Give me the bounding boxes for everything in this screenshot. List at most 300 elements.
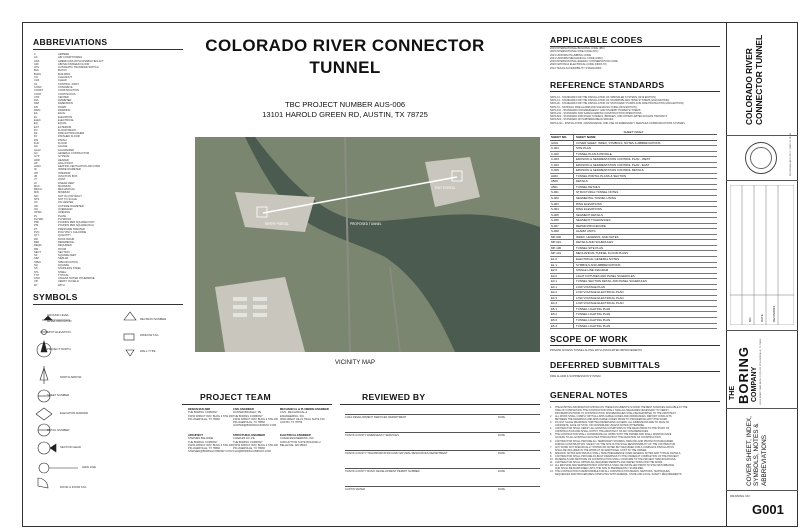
sheet-name-cell: LOW VOLTAGE ELECTRICAL PLAN (576, 290, 624, 295)
abbreviation-meaning: VERIFY IN FIELD (58, 280, 79, 284)
reference-standards-heading: REFERENCE STANDARDS (550, 80, 665, 90)
team-line: PFLUGERVILLE, TX 78660 (233, 447, 265, 451)
applicable-codes-list (550, 47, 618, 70)
sheet-number-cell: MP-000 (550, 235, 574, 240)
sheet-number-cell: E1.0 (550, 257, 574, 262)
team-architect (188, 434, 233, 454)
sheet-number-cell: E3.1 (550, 279, 574, 284)
sheet-name-cell: TUNNEL SECTION DETAIL AND PANEL SCHEDULES (576, 279, 647, 284)
abbreviation-meaning: INSIDE DIAMETER (58, 168, 81, 172)
symbol-door-tag: DOOR & DOOR TAG (60, 485, 87, 489)
abbreviation-code: PVC (34, 231, 40, 235)
abbreviations-meanings (58, 53, 104, 287)
code-item: 2015 INTERNATIONAL BUILDING CODE (IBC) (550, 47, 605, 50)
general-note-text: TIME OF COMPLETION. THE CONTRACTOR SHALL TAKE ALL MEASURES NECESSARY TO VERIFY (555, 409, 670, 413)
sheet-number-cell: S-003 (550, 202, 574, 207)
sheet-number-cell: E4.4 (550, 301, 574, 306)
abbreviation-meaning: POUNDS PER SQUARE INCH (58, 224, 94, 228)
general-note-text: SEQUENCES AND PROCEDURES COMPLYING WITH FEDERAL, STATE AND LOCAL SAFETY REQUIREMENTS. (555, 473, 683, 477)
scope-of-work-rule (550, 345, 720, 346)
abbreviation-meaning: PRESSURE TREATED (58, 227, 85, 231)
team-role: STRUCTURAL ENGINEER (233, 434, 265, 437)
title-block-divider (726, 330, 798, 331)
reviewer-4-date: DATE (498, 470, 505, 473)
reference-standard-item: NFPA 20 - STANDARD FOR THE INSTALLATION OF STATIONARY PUMPS FOR FIRE PROTECTION (2019 EDITION) (550, 102, 684, 106)
abbreviation-code: REF (34, 240, 40, 244)
team-line: AUSTIN, TX 78759 (280, 421, 303, 425)
sheet-name-cell: REPAIR PROCEDURE (576, 223, 606, 228)
reference-standard-item: NFPA 502 - STANDARD FOR ROAD TUNNELS, BRIDGES, AND OTHER LIMITED ACCESS HIGHWAYS (550, 115, 668, 119)
general-note-text: CONSTRUCTION AND SHALL NOTIFY THE ARCHITECT OF ANY DISCREPANCIES. (555, 430, 649, 434)
rev-header-no: NO. (748, 316, 752, 322)
abbreviation-meaning: AMERICANS WITH DISABILITIES ACT (58, 59, 104, 63)
sheet-name-cell: RING ELEVATIONS (576, 201, 602, 206)
abbreviation-code: OC (34, 201, 38, 205)
abbreviation-meaning: REFERENCE (58, 240, 74, 244)
abbreviation-code: SQ (34, 264, 38, 267)
abbreviation-meaning: OPENING (58, 211, 70, 215)
abbreviation-code: PSF (34, 221, 40, 225)
revision-grid (730, 185, 794, 325)
symbol-elevation-marker: ELEVATION MARKER (60, 411, 89, 415)
abbreviation-code: ELEC (34, 118, 41, 122)
review-signature-line (345, 414, 540, 415)
sheet-title: COVER SHEET, INDEX, SYMBOLS, NOTES & ABBREVIATIONS (746, 416, 768, 486)
team-electrical-engineer (280, 434, 321, 447)
team-line: HUNTER BRADLEY, PE (233, 411, 262, 415)
abbreviation-meaning: ROOM (58, 247, 67, 251)
rev-header-revisions: REVISIONS (772, 305, 776, 322)
symbol-window-tag: WINDOW TAG (140, 333, 159, 337)
abbreviation-meaning: FLOOR (58, 142, 67, 146)
abbreviation-meaning: FINISHED FLOOR (58, 135, 80, 139)
abbreviation-meaning: CENTER (58, 95, 69, 99)
abbreviation-meaning: CLEAR (58, 79, 67, 83)
abbreviation-meaning: DIMENSION (58, 102, 73, 106)
abbreviation-code: QTY (34, 234, 40, 238)
symbols-legend-graphics (30, 308, 190, 498)
abbreviations-heading: ABBREVIATIONS (33, 37, 108, 47)
sheet-number-cell: S-008 (550, 229, 574, 234)
abbreviation-code: GC (34, 151, 38, 155)
sheet-name-cell: ALARM UNITS (576, 229, 596, 234)
project-team-heading: PROJECT TEAM (200, 392, 271, 402)
abbreviation-meaning: QUANTITY (58, 234, 72, 238)
abbreviation-code: NIC (34, 194, 39, 198)
general-notes-list (550, 406, 718, 476)
deferred-submittals-rule (550, 371, 720, 372)
symbols-rule (33, 304, 183, 305)
sheet-number-cell: E5.1 (550, 307, 574, 312)
sheet-index-title: SHEET INDEX (550, 129, 717, 135)
team-line: 15150 IMPACT WAY, BLDG 2 STE 200 (188, 414, 233, 418)
reference-standard-item: NFPA 110 - STANDARD FOR EMERGENCY AND STANDBY POWER SYSTEMS (550, 108, 641, 112)
abbreviation-code: MIN (34, 191, 39, 195)
vicinity-map-caption: VICINITY MAP (335, 360, 375, 366)
sheet-number-cell: A501 (550, 185, 574, 190)
scope-of-work-heading: SCOPE OF WORK (550, 334, 628, 344)
general-note-text: CONTRACTOR SHALL OBTAIN ALL REQUIRED PERMITS AND INSPECTIONS FOR THE WORK. (555, 460, 664, 464)
abbreviation-meaning: HEATING VENTILATION AIR COND (58, 165, 101, 169)
abbreviation-code: INT (34, 171, 39, 175)
abbreviation-code: CONT (34, 92, 42, 96)
abbreviation-code: AC (34, 56, 38, 60)
general-note-number: 11. (550, 460, 554, 464)
seal-text: REGISTERED ARCHITECT · STATE OF TEXAS (790, 132, 792, 176)
abbreviation-meaning: MINIMUM (58, 191, 70, 195)
abbreviation-meaning: SECTION (58, 250, 70, 254)
general-note-text: THE CONTRACTOR SHALL COORDINATE ALL WORK WITH THE OWNER AND SHALL MAINTAIN SAFE (555, 433, 672, 437)
abbreviation-meaning: ON CENTER (58, 201, 74, 205)
symbol-wall-type: WALL TYPE (140, 349, 156, 353)
abbreviation-meaning: ELEVATION (58, 115, 73, 119)
abbreviation-meaning: BLOCK (58, 69, 67, 73)
abbreviation-code: A (34, 53, 36, 56)
team-role: DESIGN BUILDER (188, 408, 211, 411)
abbreviation-code: SF (34, 254, 38, 258)
abbreviation-code: BLK (34, 69, 39, 73)
sheet-name-cell: INDEX, LEGENDS, AND NOTES (576, 234, 619, 239)
general-note-line (550, 473, 718, 476)
drawing-number-label: DRAWING NO: (730, 494, 751, 498)
sheet-name-cell: TUNNEL LIGHTING PLAN (576, 312, 611, 317)
reference-standard-item: NFPA 13 - STANDARD FOR THE INSTALLATION OF SPRINKLER SYSTEMS (2019 EDITION) (550, 96, 656, 99)
company-name-boring: BORING (736, 346, 751, 404)
general-note-text: ANY WORK NOT SPECIFICALLY SHOWN OR NOTED BUT REQUIRED FOR A COMPLETE INSTALLATION (555, 445, 674, 449)
sheet-name-cell: SITE PLAN (576, 146, 591, 151)
sheet-name-cell: TUNNEL LIGHTING PLAN (576, 323, 611, 328)
sheet-name-cell: SEGMENT DETAILS (576, 212, 603, 217)
general-note-number: 12. (550, 463, 554, 467)
team-line: THE BORING COMPANY (233, 414, 263, 418)
sheet-name-cell: ELECTRICAL GENERAL NOTES (576, 256, 619, 261)
general-note-number: 4. (550, 427, 553, 431)
sheet-index-col-no: SHEET NO. (550, 135, 574, 140)
sheet-name-cell: TUNNEL PORTAL PLANS & SECTION (576, 173, 627, 178)
abbreviation-code: BLDG (34, 72, 42, 76)
symbol-spot-elevation: SPOT ELEVATION (47, 330, 71, 334)
abbreviation-code: DWG (34, 109, 41, 113)
title-block-project-name: COLORADO RIVER CONNECTOR TUNNEL (744, 34, 764, 125)
abbreviation-code: SECT (34, 250, 41, 254)
abbreviation-code: DIA (34, 99, 39, 103)
team-line: 9600 GREAT HILLS TRAIL SUITE 150 (280, 417, 325, 421)
sheet-number-cell: S-002 (550, 196, 574, 201)
symbol-ground-level: GROUND LEVEL (47, 313, 69, 317)
symbol-section-head: SECTION HEAD (60, 445, 81, 449)
abbreviation-code: JB (34, 174, 38, 178)
team-role: ARCHITECT (188, 434, 203, 437)
title-block-divider (726, 180, 798, 181)
abbreviation-meaning: DOWN (58, 105, 67, 109)
reference-standard-item: NFPA 241 - STANDARD FOR SAFEGUARDING CONSTRUCTION OPERATIONS (550, 112, 642, 116)
abbreviation-code: OD (34, 204, 38, 208)
abbreviation-meaning: EQUAL (58, 122, 67, 126)
abbreviation-meaning: AUTOMATIC TRANSFER SWITCH (58, 66, 99, 70)
abbreviation-meaning: UNLESS NOTED OTHERWISE (58, 277, 95, 281)
team-line: 15150 IMPACT WAY, BLDG 2 STE 200 (233, 417, 278, 421)
symbols-heading: SYMBOLS (33, 292, 78, 302)
team-line: PFLUGERVILLE, TX 78660 (188, 447, 220, 451)
sheet-name-cell: LOW VOLTAGE ELECTRICAL PLAN (576, 295, 624, 300)
team-line: CHU@BORINGCOMPANY.COM (233, 450, 271, 454)
review-signature-line (345, 468, 540, 469)
symbol-level-indicator: LEVEL INDICATOR (47, 319, 72, 323)
sheet-number-cell: MP-100 (550, 246, 574, 251)
abbreviation-meaning: POLYVINYL CHLORIDE (58, 231, 87, 235)
abbreviation-meaning: OVERHEAD (58, 207, 73, 211)
abbreviation-meaning: CONTROL JOINT (58, 82, 79, 86)
abbreviation-code: MECH (34, 188, 42, 192)
general-note-text: CONCRETE, FACE OF STUD, OR CENTERLINE UNLESS NOTED OTHERWISE. (555, 424, 645, 428)
abbreviation-code: GA (34, 145, 38, 149)
abbreviation-meaning: EXTERIOR (58, 125, 72, 129)
sheet-index-rows (550, 141, 717, 330)
sheet-number-cell: S-004 (550, 207, 574, 212)
sheet-number-cell: C-005 (550, 168, 574, 173)
abbreviation-code: ATS (34, 66, 39, 70)
abbreviation-meaning: FLOOR DRAIN (58, 128, 76, 132)
team-line: PFLUGERVILLE, TX 78660 (233, 421, 265, 425)
team-line: THE BORING COMPANY (188, 440, 218, 444)
abbreviation-meaning: SQUARE (58, 264, 69, 267)
reviewer-1-date: DATE (498, 416, 505, 419)
general-note-text: SPECIFIC NOTES AND DETAILS SHALL TAKE PRECEDENCE OVER GENERAL NOTES AND TYPICAL DETAILS. (555, 451, 682, 455)
project-title-line2: TUNNEL (309, 58, 381, 77)
project-title (195, 35, 495, 79)
sheet-number-cell: S-005 (550, 213, 574, 218)
abbreviation-code: RM (34, 247, 39, 251)
abbreviation-code: STL (34, 270, 39, 274)
sheet-number-cell: A500 (550, 179, 574, 184)
abbreviation-meaning: GYPSUM (58, 155, 70, 159)
abbreviation-meaning: NOT TO SCALE (58, 198, 77, 202)
code-item: 2015 INTERNATIONAL FIRE CODE (IFC) (550, 50, 599, 54)
abbreviation-meaning: LINEAR FEET (58, 181, 75, 185)
abbreviation-code: UNO (34, 277, 40, 281)
general-note-number: 6. (550, 439, 553, 443)
sheet-index-table (550, 129, 717, 329)
abbreviation-code: EQ (34, 122, 38, 126)
sheet-name-cell: TUNNEL LIGHTING PLAN (576, 306, 611, 311)
abbreviation-meaning: DRAWING (58, 109, 71, 113)
abbreviation-code: MAX (34, 184, 40, 188)
code-item: 2015 INTERNATIONAL ENERGY CONSERVATION CODE (550, 60, 618, 64)
reference-standard-item: NFPA 520 - STANDARD ON SUBTERRANEAN SPACES (550, 118, 614, 122)
sheet-name-cell: TUNNEL PLAN & PROFILE (576, 151, 612, 156)
abbreviation-meaning: INTERIOR (58, 171, 71, 175)
abbreviation-meaning: ROOF DRAIN (58, 237, 75, 241)
sheet-name-cell: DETAILS AND SCHEDULES (576, 240, 614, 245)
reviewer-5-date: DATE (498, 488, 505, 491)
abbreviation-code: ID (34, 168, 37, 172)
team-line: BELLEVUE, WA 98004 (280, 443, 307, 447)
reviewer-2: TRAVIS COUNTY EMERGENCY SERVICES (345, 434, 399, 437)
symbol-revision-number: REVISION NUMBER (140, 317, 167, 321)
sheet-number-cell: S-006 (550, 218, 574, 223)
abbreviation-code: CONC (34, 85, 42, 89)
abbreviation-meaning: SQUARE FEET (58, 254, 77, 258)
general-note-text: THE EXISTING INFORMATION SHOWN ON THESE DOCUMENTS IS FROM THE BEST SOURCES AVAILABLE AT THE (555, 406, 688, 409)
sheet-number-cell: C-002 (550, 152, 574, 157)
applicable-codes-heading: APPLICABLE CODES (550, 35, 643, 45)
company-address: 15150 IMPACT WAY, BLDG 2 STE 200, PFLUGERVILLE, TX 78660 (760, 338, 762, 405)
sheet-number-cell: MP-001 (550, 240, 574, 245)
sheet-number-cell: E4.1 (550, 285, 574, 290)
reference-standards-rule (550, 91, 720, 92)
abbreviation-meaning: POUNDS PER SQUARE FOOT (58, 221, 95, 225)
abbreviation-meaning: SPECIFICATION (58, 260, 78, 264)
team-line: STEPHEN@BORINGCOMPANY.COM (188, 450, 233, 454)
sheet-number-cell: E5.2 (550, 312, 574, 317)
reviewer-4: TRAVIS COUNTY BASIC DEVELOPMENT PERMIT NUMBER (345, 470, 420, 473)
reviewed-by-rule (340, 404, 540, 405)
abbreviation-code: TYP (34, 273, 40, 277)
abbreviation-meaning: OUTSIDE DIAMETER (58, 204, 84, 208)
sheet-name-cell: LOW VOLTAGE ELECTRICAL PLAN (576, 301, 624, 306)
abbreviation-code: SS (34, 267, 38, 271)
abbreviation-meaning: HIGH POINT (58, 161, 74, 165)
abbreviation-code: HVAC (34, 165, 42, 169)
abbreviation-code: OH (34, 207, 38, 211)
general-note-number: 7. (550, 445, 553, 449)
code-item: 2012 TEXAS ACCESSIBILITY STANDARDS (550, 66, 602, 70)
abbreviation-code: W/ (34, 283, 38, 287)
map-label-entry: ENTRY PORTAL (265, 222, 290, 226)
sheet-name-cell: TUNNEL SITE PLAN (576, 245, 604, 250)
map-label-tunnel: PROPOSED TUNNEL (350, 222, 382, 226)
abbreviation-code: JT (34, 178, 37, 182)
sheet-number-cell: E4.3 (550, 296, 574, 301)
abbreviation-code: PT (34, 227, 38, 231)
reviewer-2-date: DATE (498, 434, 505, 437)
abbreviation-meaning: STAINLESS STEEL (58, 267, 82, 271)
sheet-number-cell: E5.4 (550, 324, 574, 329)
sheet-name-cell: LOW VOLTAGE PLAN (576, 284, 605, 289)
general-notes-rule (550, 401, 720, 402)
sheet-number-cell: MP-101 (550, 251, 574, 256)
vicinity-map (195, 137, 540, 352)
review-signature-line (345, 432, 540, 433)
abbreviation-meaning: BUILDING (58, 72, 71, 76)
abbreviation-meaning: STEEL (58, 270, 67, 274)
abbreviation-code: ADA (34, 59, 40, 63)
abbreviation-meaning: PLYWOOD (58, 217, 72, 221)
title-block-divider (726, 408, 798, 409)
team-role: CIVIL ENGINEER (233, 408, 254, 411)
abbreviation-meaning: WITH (58, 283, 65, 287)
reference-standard-item: NFPA 1221 - INSTALLATION, MAINTENANCE, AND USE OF EMERGENCY SERVICES COMMUNICATIONS SYSTEMS (550, 121, 685, 125)
reference-standard-item: NFPA 72 - NATIONAL FIRE ALARM AND SIGNALING CODE (2019 EDITION) (550, 105, 637, 109)
abbreviation-code: RD (34, 237, 38, 241)
abbreviation-code: HDR (34, 158, 40, 162)
abbreviation-code: REQD (34, 244, 42, 248)
title-block-divider (726, 135, 798, 136)
abbreviations-codes (34, 53, 43, 287)
general-note-number: 2. (550, 415, 553, 419)
general-note-text: MATERIALS AND METHODS OF CONSTRUCTION SHALL CONFORM TO THE PROJECT SPECIFICATIONS. (555, 457, 677, 461)
abbreviation-meaning: REQUIRED (58, 244, 72, 248)
review-signature-line (345, 486, 540, 487)
abbreviation-code: GALV (34, 148, 41, 152)
team-design-builder (188, 408, 233, 421)
deferred-submittals-text: FIRE ALARM & SUPPRESSION SYSTEM (550, 375, 601, 378)
team-line: THE BORING COMPANY (188, 411, 218, 415)
abbreviation-meaning: GALVANIZED (58, 148, 75, 152)
general-note-number: 3. (550, 421, 553, 425)
abbreviation-code: FLR (34, 142, 39, 146)
sheet-number-cell: E5.3 (550, 318, 574, 323)
general-note-text: ALL EROSION AND SEDIMENTATION CONTROLS SHALL BE INSTALLED PRIOR TO SITE DISTURBANCE (555, 463, 675, 467)
abbreviation-meaning: CLEANOUT (58, 76, 73, 80)
team-line: ENGINEERING, INC. (280, 414, 305, 418)
sheet-name-cell: LIGHT FIXTURES AND PANEL SCHEDULES (576, 273, 635, 278)
abbreviation-meaning: CONSTRUCTION (58, 89, 79, 93)
abbreviation-code: FE (34, 132, 38, 136)
reference-standard-item: NFPA 14 - STANDARD FOR THE INSTALLATION OF STANDPIPE AND HOSE SYSTEMS (2019 EDITION) (550, 99, 670, 103)
scope-of-work-text: PRIVATE ACCESS TUNNEL ALONG WITH ASSOCIATED IMPROVEMENTS (550, 349, 642, 352)
review-signature-line (345, 450, 540, 451)
abbreviation-code: PLYWD (34, 217, 44, 221)
site-clearing-north (235, 192, 315, 232)
architect-seal (745, 142, 777, 174)
abbreviation-meaning: MAXIMUM (58, 184, 71, 188)
sheet-name-cell: EROSION & SEDIMENTATION CONTROL PLAN - WEST (576, 157, 651, 162)
project-team-rule (182, 404, 332, 405)
general-note-number: 8. (550, 451, 553, 455)
sheet-name-cell: TUNNEL LIGHTING PLAN (576, 318, 611, 322)
sheet-number: G001 (752, 502, 784, 517)
general-note-number: 13. (550, 469, 554, 473)
code-item: 2021 UNIFORM PLUMBING CODE (550, 53, 592, 57)
team-line: CIVIL, MECHANICAL & (280, 411, 308, 415)
team-line: HUNTER@BORINGCOMPANY.COM (233, 424, 277, 428)
abbreviation-code: PL (34, 214, 38, 218)
general-note-text: THE CONTRACTOR IS RESPONSIBLE FOR ALL CONSTRUCTION MEANS, METHODS, TECHNIQUES, (555, 469, 671, 473)
general-note-text: CONTRACTOR SHALL VERIFY ALL EXISTING CONDITIONS IN THE FIELD PRIOR TO THE START OF (555, 427, 670, 431)
reviewer-1: LCRA DEVELOPMENT SERVICES DEPARTMENT (345, 416, 407, 419)
reviewed-by-heading: REVIEWED BY (362, 392, 426, 402)
abbreviation-code: SPEC (34, 260, 42, 264)
symbol-north-arrow: NORTH ARROW (60, 375, 82, 379)
abbreviation-code: LF (34, 181, 38, 185)
abbreviation-code: VIF (34, 280, 39, 284)
abbreviation-meaning: AIR CONDITIONING (58, 56, 83, 60)
team-line: 15150 IMPACT WAY, BLDG 2 STE 200 (188, 443, 233, 447)
abbreviation-meaning: ELECTRICAL (58, 118, 74, 122)
company-name-the: THE (729, 386, 736, 400)
abbreviation-code: FD (34, 128, 38, 132)
abbreviation-code: FF (34, 135, 38, 139)
vicinity-map-image (195, 137, 540, 352)
abbreviation-code: EL (34, 115, 38, 119)
code-item: 2021 UNIFORM MECHANICAL CODE (UMC) (550, 56, 603, 60)
reference-standards-list (550, 96, 685, 125)
abbreviation-code: CJ (34, 82, 38, 86)
sheet-number-cell: C-004 (550, 163, 574, 168)
sheet-number-cell: C-003 (550, 157, 574, 162)
abbreviation-meaning: CONCRETE (58, 85, 73, 89)
abbreviation-meaning: EACH (58, 112, 66, 116)
general-note-number: 5. (550, 433, 553, 437)
abbreviation-meaning: HEADER (58, 158, 69, 162)
abbreviation-meaning: JOINT (58, 178, 66, 182)
abbreviation-meaning: FIRE EXTINGUISHER (58, 132, 85, 136)
abbreviation-meaning: ABOVE FINISHED FLOOR (58, 62, 90, 66)
code-item: 2020 NATIONAL ELECTRICAL CODE (NFPA 70) (550, 63, 607, 67)
general-note-text: SHALL BE INCLUDED IN THE WORK AT NO ADDITIONAL COST TO THE OWNER. (555, 448, 648, 452)
sheet-name-cell: EROSION & SEDIMENTATION CONTROL DETAILS (576, 168, 644, 173)
